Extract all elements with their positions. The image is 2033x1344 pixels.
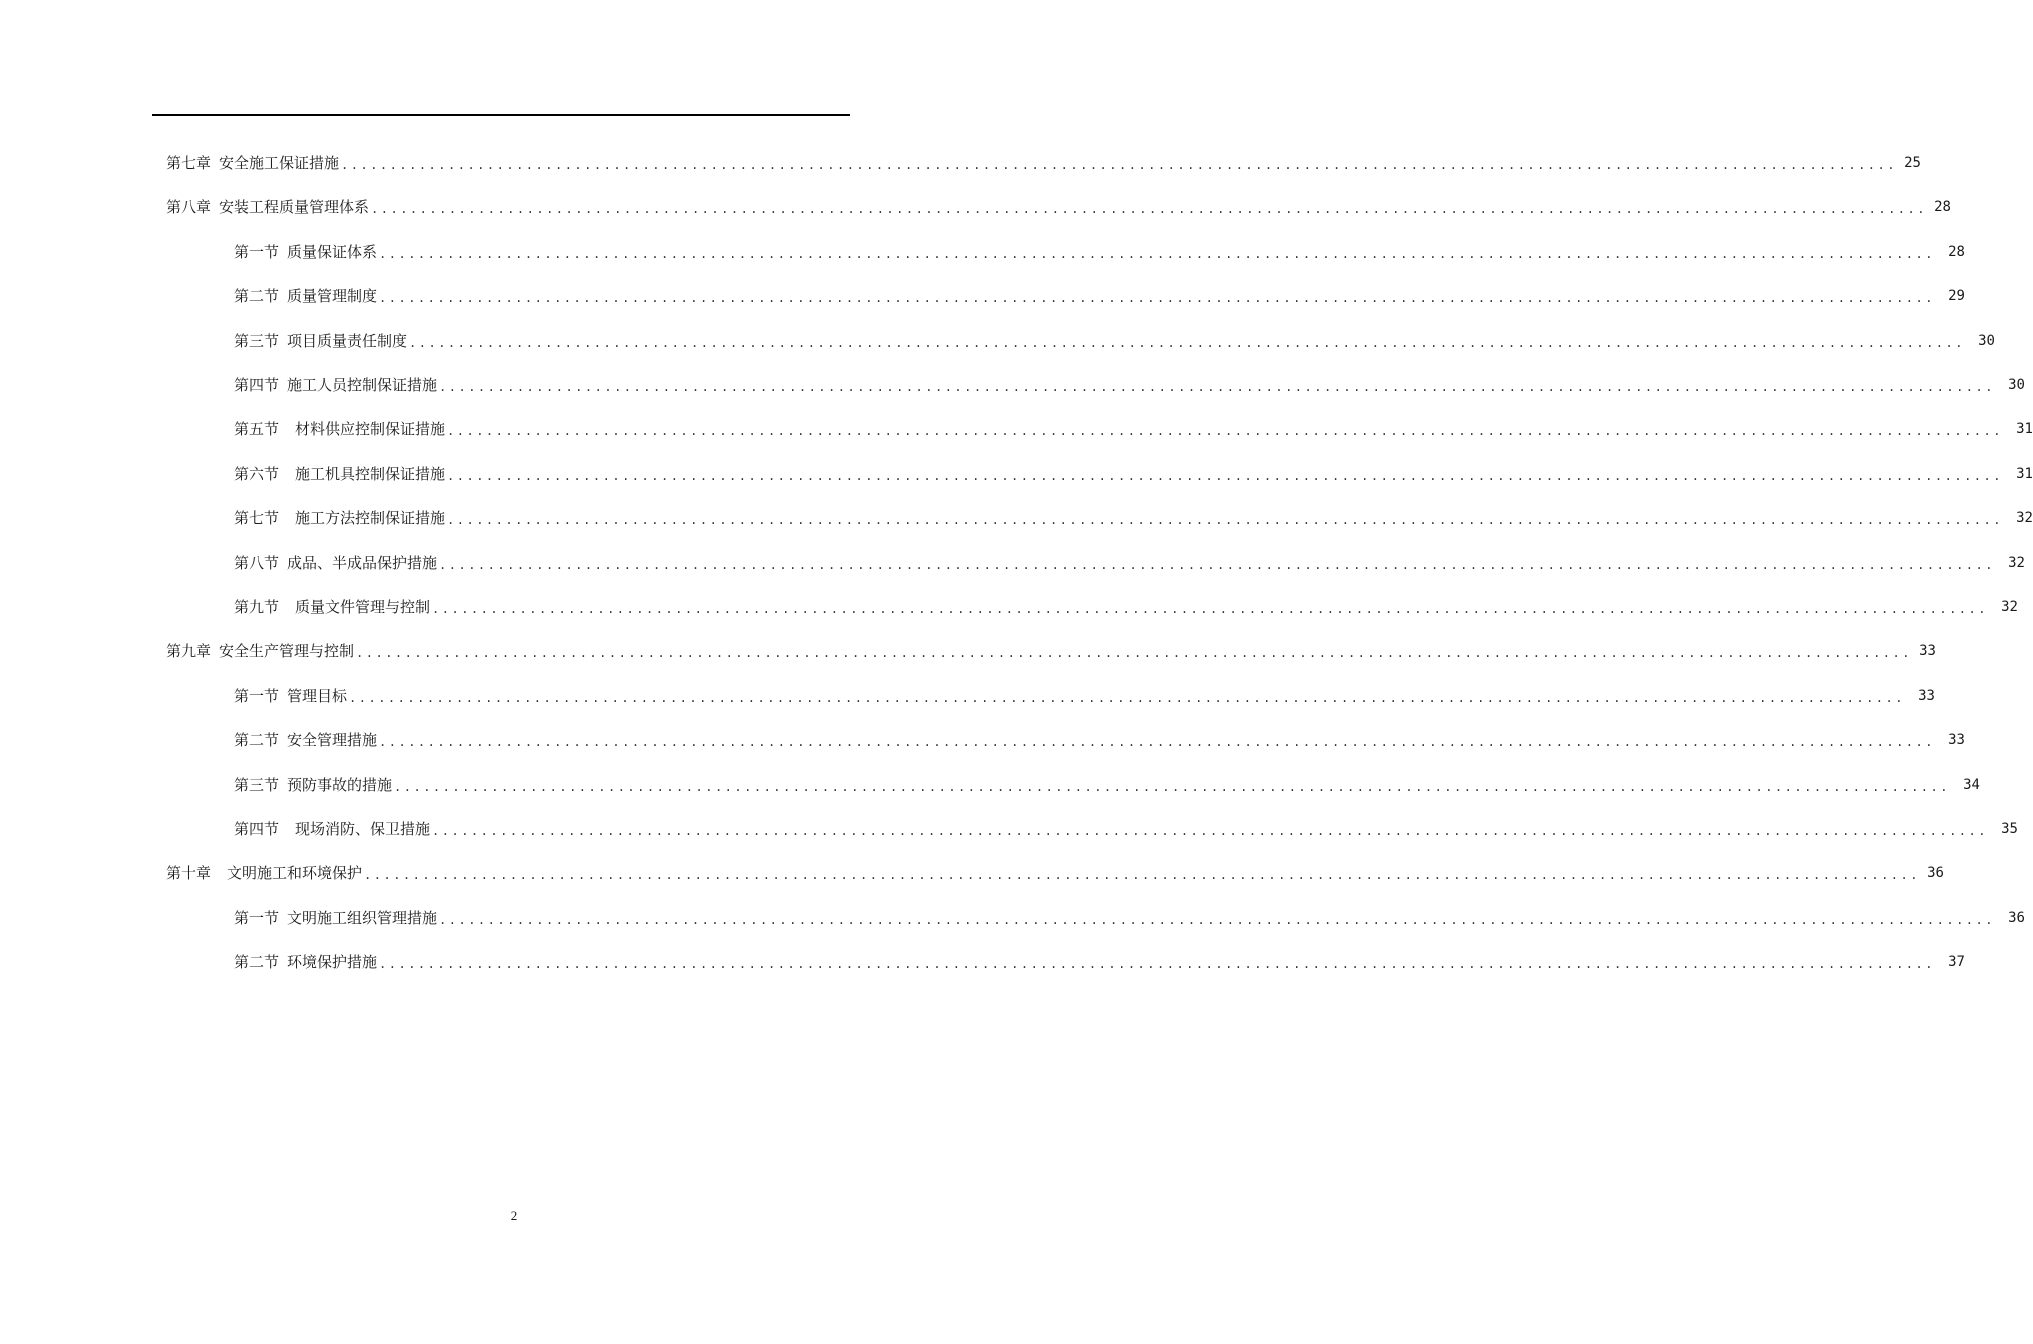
toc-entry-page: 30 [1978, 332, 1995, 349]
toc-entry-title: 施工方法控制保证措施 [295, 509, 446, 528]
toc-entry-page: 28 [1934, 199, 1951, 216]
toc-entry-label [166, 148, 339, 178]
toc-entry-number: 第八节 [234, 553, 280, 572]
toc-entry-title: 文明施工组织管理措施 [287, 908, 438, 927]
dot-leader: ................................................................................................................................................................ [447, 513, 2003, 528]
toc-entry-title: 安全施工保证措施 [219, 154, 340, 172]
toc-entry-title: 材料供应控制保证措施 [295, 420, 446, 439]
toc-entry-number: 第七节 [234, 509, 280, 528]
toc-entry-page: 32 [2008, 554, 2025, 571]
toc-entry-number: 第一节 [234, 686, 280, 705]
toc-entry-section[interactable] [234, 903, 2025, 933]
toc-entry-number: 第六节 [234, 464, 280, 483]
toc-entry-section[interactable] [234, 947, 1965, 977]
toc-entry-label [234, 903, 437, 933]
toc-entry-section[interactable] [234, 681, 1935, 711]
toc-entry-number: 第九章 [166, 642, 212, 661]
toc-entry-page: 28 [1948, 243, 1965, 260]
toc-entry-title: 质量保证体系 [287, 242, 378, 261]
toc-entry-number: 第七章 [166, 154, 212, 172]
toc-entry-number: 第五节 [234, 420, 280, 439]
dot-leader: ................................................................................................................................................................ [364, 868, 1920, 883]
toc-entry-page: 36 [2008, 909, 2025, 926]
toc-entry-number: 第四节 [234, 376, 280, 394]
dot-leader: ................................................................................................................................................................ [356, 646, 1912, 661]
toc-entry-page: 30 [2008, 377, 2025, 393]
toc-entry-chapter[interactable] [166, 858, 1944, 888]
toc-entry-label [234, 503, 445, 533]
toc-entry-page: 29 [1948, 288, 1965, 305]
toc-entry-label [234, 592, 430, 622]
toc-entry-label [234, 725, 377, 755]
toc-entry-title: 现场消防、保卫措施 [295, 820, 431, 838]
toc-entry-label [234, 814, 430, 844]
dot-leader: ................................................................................................................................................................ [447, 468, 2003, 483]
toc-entry-number: 第三节 [234, 331, 280, 350]
toc-entry-label [166, 192, 369, 222]
toc-entry-page: 33 [1918, 687, 1935, 704]
toc-entry-number: 第一节 [234, 242, 280, 261]
toc-entry-section[interactable] [234, 814, 2018, 844]
toc-entry-title: 施工人员控制保证措施 [287, 376, 438, 394]
toc-entry-page: 35 [2001, 821, 2018, 837]
toc-entry-title: 质量管理制度 [287, 287, 378, 306]
page-number: 2 [510, 1208, 518, 1223]
toc-entry-label [234, 414, 445, 444]
toc-entry-label [234, 548, 437, 578]
dot-leader: ................................................................................................................................................................ [439, 557, 1995, 572]
toc-entry-number: 第九节 [234, 598, 280, 616]
dot-leader: ................................................................................................................................................................ [371, 202, 1927, 217]
toc-entry-title: 安装工程质量管理体系 [219, 198, 370, 217]
toc-entry-label [234, 947, 377, 977]
toc-entry-title: 管理目标 [287, 686, 348, 705]
toc-entry-label [234, 326, 407, 356]
dot-leader: ................................................................................................................................................................ [379, 291, 1935, 306]
toc-entry-label [234, 459, 445, 489]
toc-entry-title: 预防事故的措施 [287, 775, 393, 794]
toc-entry-label [234, 281, 377, 311]
toc-entry-number: 第十章 [166, 864, 212, 883]
toc-entry-title: 质量文件管理与控制 [295, 598, 431, 616]
toc-entry-page: 33 [1919, 643, 1936, 660]
toc-entry-page: 31 [2016, 465, 2033, 482]
dot-leader: ................................................................................................................................................................ [432, 602, 1988, 616]
toc-entry-number: 第四节 [234, 820, 280, 838]
toc-entry-number: 第二节 [234, 287, 280, 306]
toc-entry-section[interactable] [234, 459, 2033, 489]
toc-entry-chapter[interactable] [166, 148, 1921, 178]
toc-entry-number: 第二节 [234, 731, 280, 750]
toc-entry-section[interactable] [234, 326, 1995, 356]
toc-entry-section[interactable] [234, 281, 1965, 311]
toc-entry-page: 37 [1948, 954, 1965, 971]
toc-entry-page: 36 [1927, 865, 1944, 882]
toc-entry-number: 第二节 [234, 953, 280, 972]
dot-leader: ................................................................................................................................................................ [409, 335, 1965, 350]
dot-leader: ................................................................................................................................................................ [432, 824, 1988, 838]
dot-leader: ................................................................................................................................................................ [394, 779, 1950, 794]
toc-entry-section[interactable] [234, 592, 2018, 622]
dot-leader: ................................................................................................................................................................ [379, 957, 1935, 972]
toc-entry-page: 34 [1963, 776, 1980, 793]
toc-entry-label [234, 681, 347, 711]
toc-entry-label [166, 858, 362, 888]
toc-entry-label [166, 636, 354, 666]
toc-entry-label [234, 370, 437, 400]
toc-entry-title: 安全管理措施 [287, 731, 378, 750]
dot-leader: ................................................................................................................................................................ [447, 424, 2003, 439]
toc-entry-label [234, 237, 377, 267]
toc-entry-page: 33 [1948, 732, 1965, 749]
toc-entry-number: 第八章 [166, 198, 212, 217]
toc-entry-section[interactable] [234, 237, 1965, 267]
toc-entry-section[interactable] [234, 414, 2033, 444]
toc-entry-section[interactable] [234, 503, 2033, 533]
header-rule [152, 114, 850, 116]
dot-leader: ................................................................................................................................................................ [349, 690, 1905, 705]
toc-entry-number: 第三节 [234, 775, 280, 794]
toc-entry-chapter[interactable] [166, 636, 1936, 666]
toc-entry-title: 安全生产管理与控制 [219, 642, 355, 661]
toc-entry-section[interactable] [234, 370, 2025, 400]
toc-entry-page: 32 [2016, 510, 2033, 527]
dot-leader: ................................................................................................................................................................ [341, 158, 1897, 172]
toc-entry-section[interactable] [234, 548, 2025, 578]
toc-entry-number: 第一节 [234, 908, 280, 927]
toc-entry-title: 环境保护措施 [287, 953, 378, 972]
toc-entry-chapter[interactable] [166, 192, 1951, 222]
toc-entry-page: 31 [2016, 421, 2033, 438]
toc-entry-title: 文明施工和环境保护 [227, 864, 363, 883]
toc-entry-title: 项目质量责任制度 [287, 331, 408, 350]
toc-entry-section[interactable] [234, 770, 1980, 800]
toc-entry-title: 施工机具控制保证措施 [295, 464, 446, 483]
toc-entry-page: 25 [1904, 155, 1921, 171]
toc-entry-title: 成品、半成品保护措施 [287, 553, 438, 572]
dot-leader: ................................................................................................................................................................ [379, 735, 1935, 750]
dot-leader: ................................................................................................................................................................ [439, 380, 1995, 394]
toc-entry-section[interactable] [234, 725, 1965, 755]
toc-entry-page: 32 [2001, 599, 2018, 615]
dot-leader: ................................................................................................................................................................ [379, 246, 1935, 261]
dot-leader: ................................................................................................................................................................ [439, 912, 1995, 927]
toc-entry-label [234, 770, 392, 800]
